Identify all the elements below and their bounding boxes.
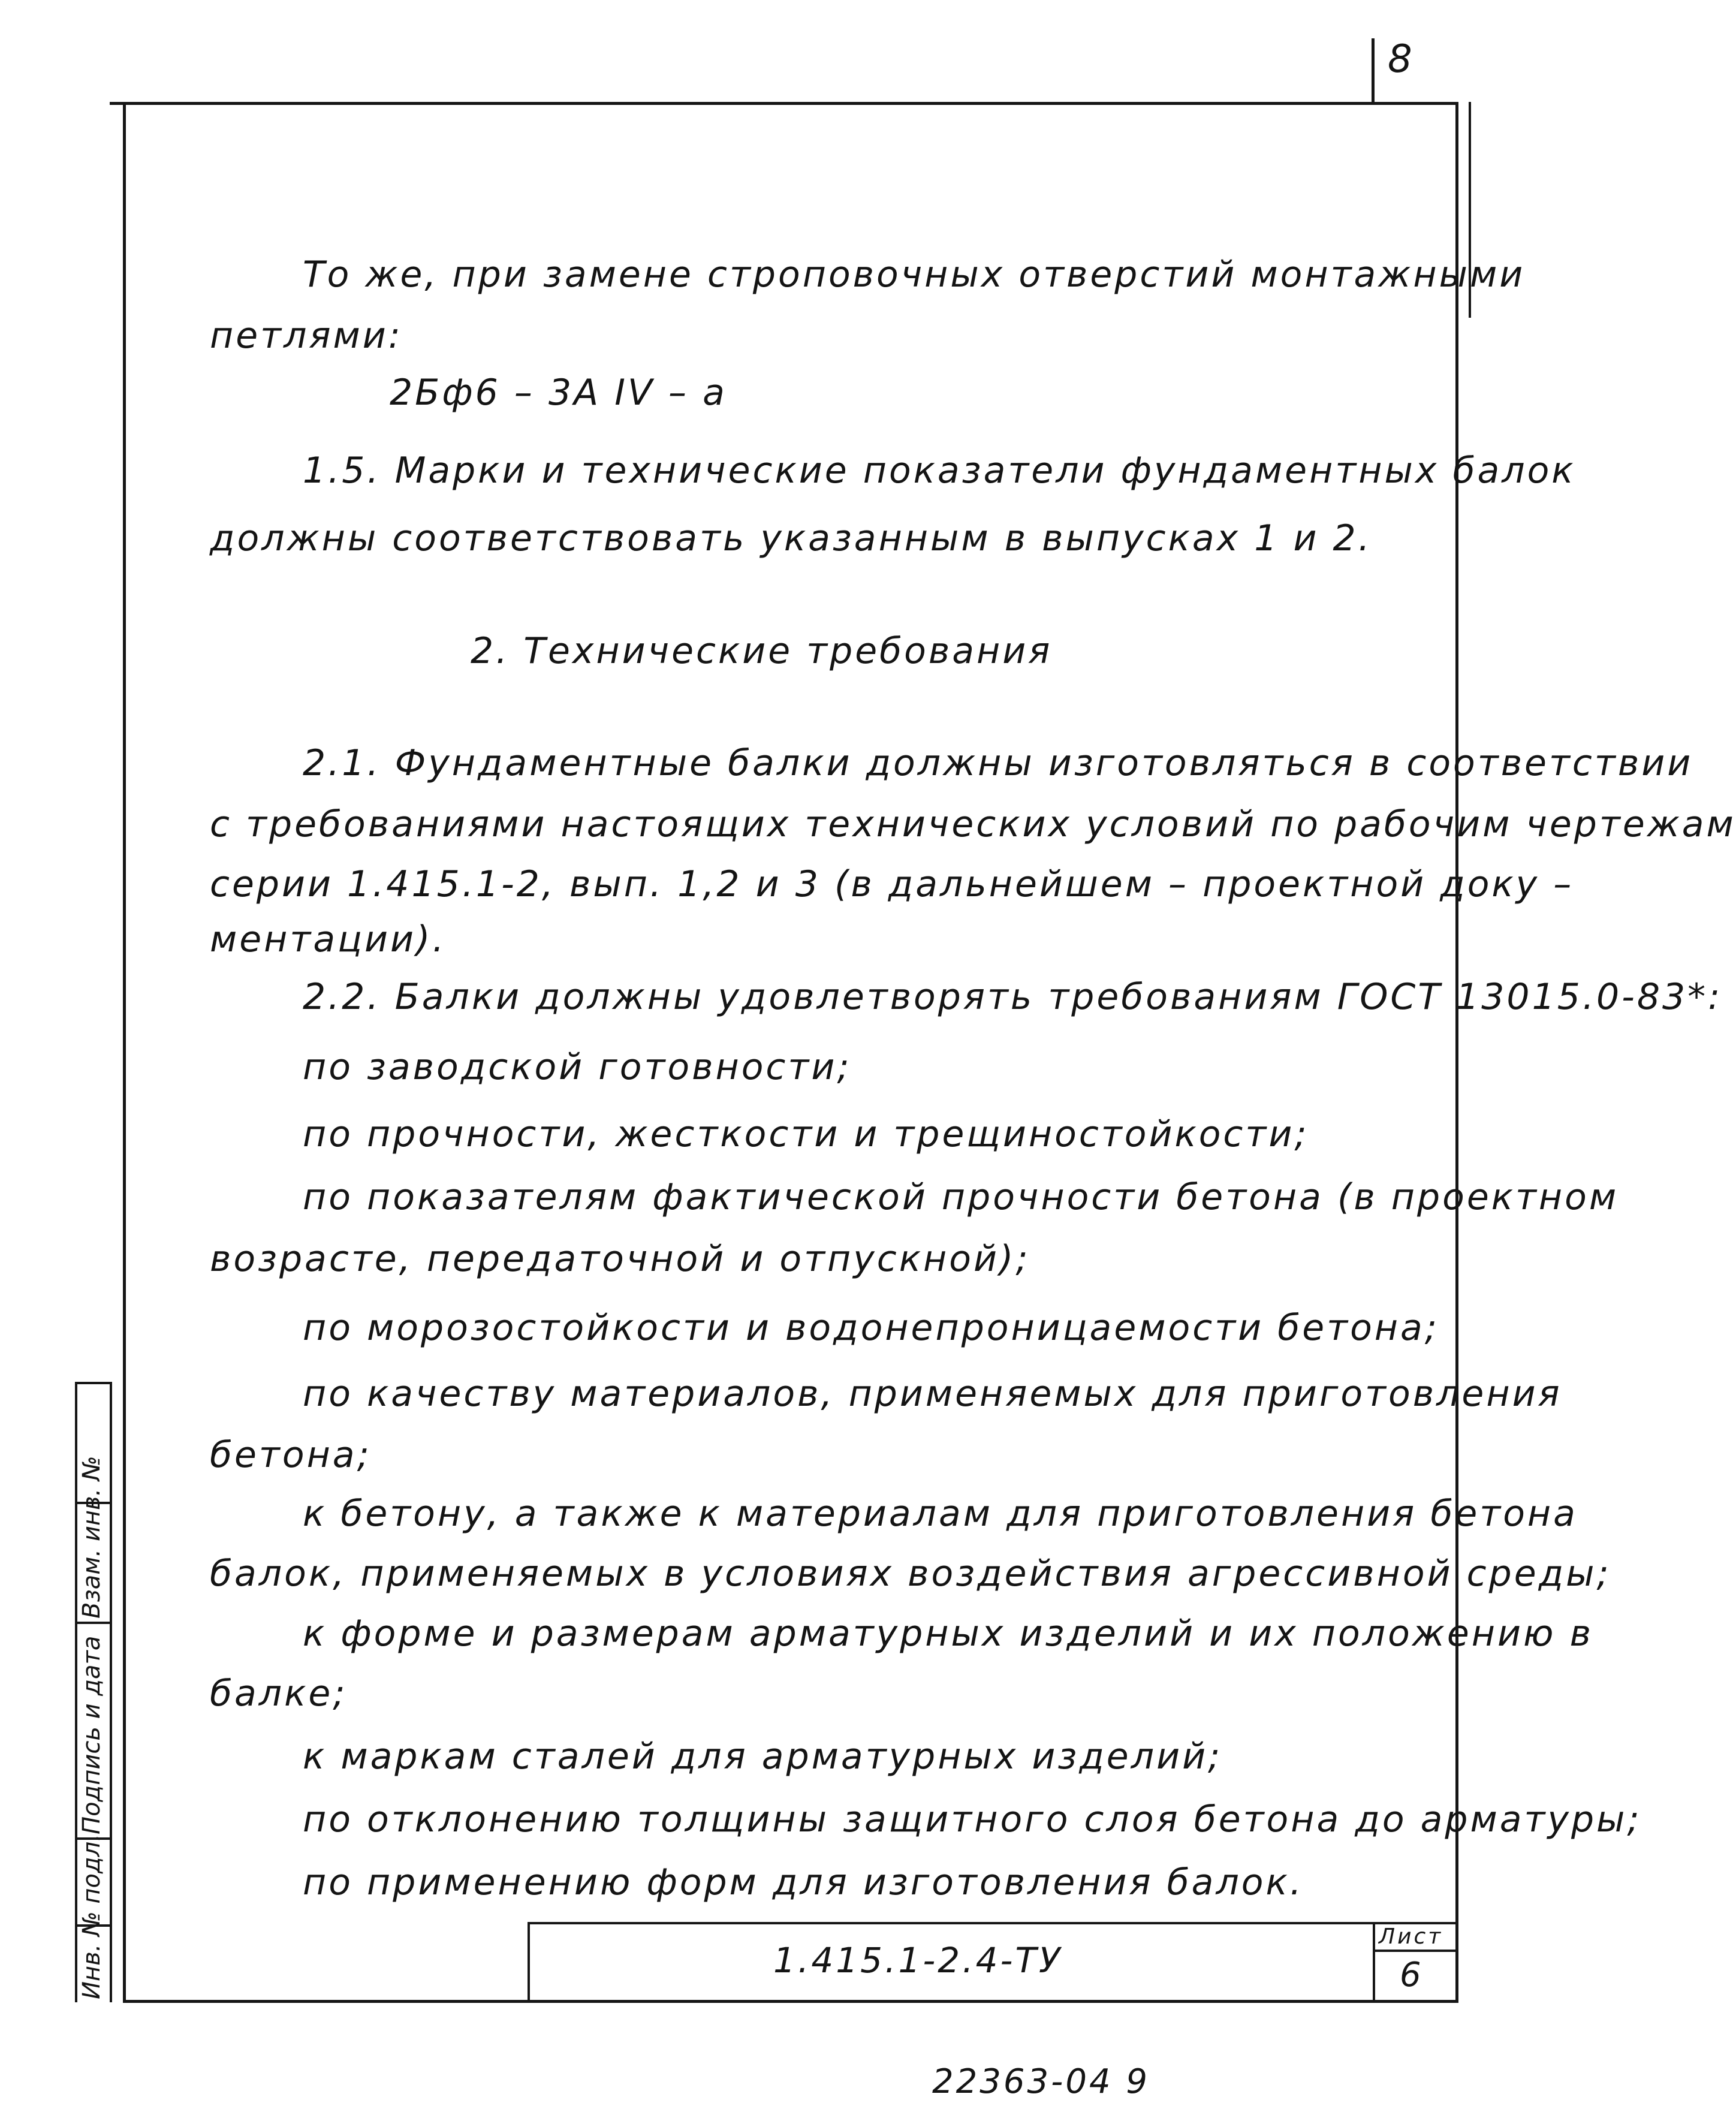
- body-line: по морозостойкости и водонепроницаемости бетона;: [303, 1307, 1439, 1349]
- body-line: по заводской готовности;: [303, 1046, 852, 1088]
- page-number: 8: [1388, 37, 1415, 82]
- body-line: по применению форм для изготовления балок.: [303, 1861, 1304, 1903]
- body-line: возрасте, передаточной и отпускной);: [210, 1238, 1030, 1280]
- sheet-number: 6: [1400, 1956, 1424, 1994]
- section-heading: 2. Технические требования: [471, 630, 1053, 672]
- document-designation: 1.415.1-2.4-ТУ: [773, 1940, 1063, 1981]
- stamp-top: [528, 1922, 1458, 1924]
- body-line: по показателям фактической прочности бетона (в проектном: [303, 1176, 1619, 1218]
- body-line: балке;: [210, 1673, 348, 1715]
- frame-left: [123, 102, 126, 2002]
- sheet-label: Лист: [1379, 1924, 1443, 1949]
- body-line: 2.2. Балки должны удовлетворять требованиям ГОСТ 13015.0-83*:: [303, 976, 1723, 1018]
- body-line: 2.1. Фундаментные балки должны изготовляться в соответствии: [303, 742, 1693, 784]
- body-line: к форме и размерам арматурных изделий и их положению в: [303, 1613, 1593, 1655]
- body-line: по прочности, жесткости и трещиностойкости;: [303, 1113, 1309, 1155]
- frame-top: [110, 102, 1458, 105]
- body-line: бетона;: [210, 1434, 372, 1476]
- replace-inv-label: Взам. инв. №: [78, 1456, 106, 1619]
- body-line: должны соответствовать указанным в выпусках 1 и 2.: [210, 517, 1372, 559]
- stamp-sheet-divider: [1373, 1922, 1375, 2002]
- body-line: к маркам сталей для арматурных изделий;: [303, 1736, 1223, 1777]
- body-line: ментации).: [210, 918, 447, 960]
- body-line: с требованиями настоящих технических условий по рабочим чертежам: [210, 803, 1736, 845]
- sign-date-label: Подпись и дата: [78, 1635, 106, 1834]
- side-col-left: [75, 1382, 77, 2002]
- frame-right: [1455, 102, 1458, 2002]
- side-col-div2: [75, 1622, 112, 1624]
- stamp-sheet-hline: [1373, 1950, 1458, 1952]
- formula: 2Бф6 – 3А IV – а: [390, 372, 727, 414]
- body-line: по качеству материалов, применяемых для приготовления: [303, 1373, 1562, 1415]
- body-line: То же, при замене строповочных отверстий монтажными: [303, 254, 1526, 296]
- inv-orig-label: Инв. № подл.: [78, 1834, 106, 1999]
- footer-code: 22363-04 9: [932, 2062, 1150, 2101]
- side-col-right: [110, 1382, 112, 2002]
- page-number-divider: [1372, 38, 1375, 104]
- stamp-left: [528, 1922, 530, 2002]
- body-line: петлями:: [210, 315, 403, 357]
- body-line: балок, применяемых в условиях воздействия агрессивной среды;: [210, 1553, 1611, 1595]
- frame-bottom: [123, 2000, 1458, 2003]
- body-line: по отклонению толщины защитного слоя бетона до арматуры;: [303, 1798, 1642, 1840]
- body-line: 1.5. Марки и технические показатели фундаментных балок: [303, 450, 1576, 492]
- body-line: серии 1.415.1-2, вып. 1,2 и 3 (в дальнейшем – проектной доку –: [210, 863, 1574, 905]
- side-col-top: [75, 1382, 112, 1384]
- body-line: к бетону, а также к материалам для приготовления бетона: [303, 1493, 1578, 1535]
